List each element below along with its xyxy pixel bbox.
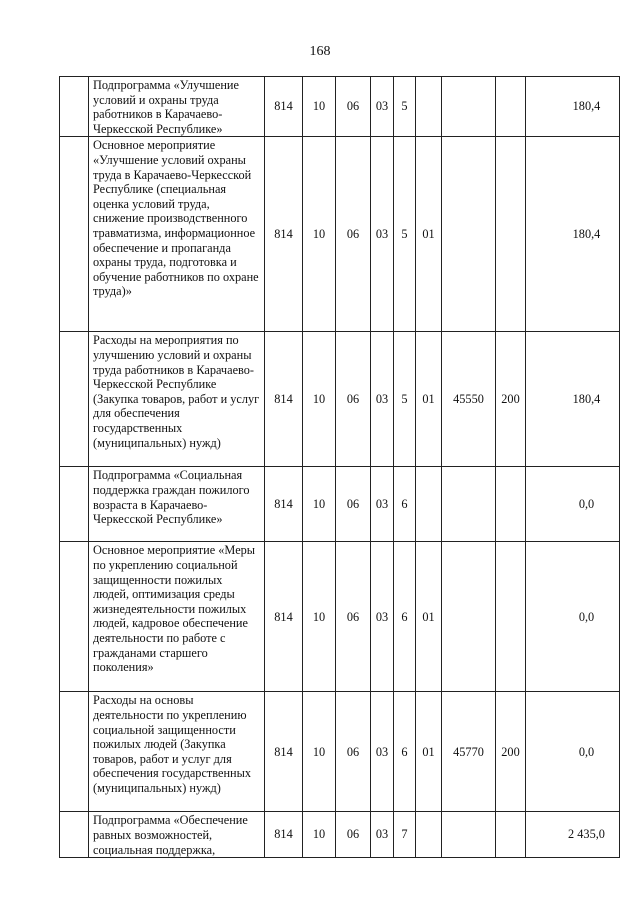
row-number-cell	[60, 542, 89, 692]
event-code-cell	[416, 77, 442, 137]
expense-type-cell	[496, 137, 526, 332]
table-row	[60, 467, 620, 542]
item-name-cell: Подпрограмма «Обеспечение равных возможностей, социальная поддержка,	[89, 812, 265, 858]
row-number-cell	[60, 332, 89, 467]
amount-cell: 0,0	[526, 542, 620, 692]
ministry-code-cell: 814	[265, 812, 303, 858]
item-name-cell: Расходы на мероприятия по улучшению условий и охраны труда работников в Карачаево-Черкесской Республике (Закупка товаров, работ и услуг для обеспечения государственных (муниципальных) нужд)	[89, 332, 265, 467]
subprogram-code-cell: 5	[394, 77, 416, 137]
table-row	[60, 332, 620, 467]
program-code-cell: 03	[371, 542, 394, 692]
amount-cell: 180,4	[526, 137, 620, 332]
subsection-code-cell: 06	[336, 467, 371, 542]
amount-cell: 2 435,0	[526, 812, 620, 858]
ministry-code-cell: 814	[265, 137, 303, 332]
program-code-cell: 03	[371, 332, 394, 467]
amount-cell: 0,0	[526, 692, 620, 812]
subprogram-code-cell: 6	[394, 467, 416, 542]
subsection-code-cell: 06	[336, 812, 371, 858]
subsection-code-cell: 06	[336, 77, 371, 137]
event-code-cell	[416, 812, 442, 858]
subsection-code-cell: 06	[336, 542, 371, 692]
table-row	[60, 812, 620, 858]
row-number-cell	[60, 467, 89, 542]
direction-code-cell	[442, 77, 496, 137]
program-code-cell: 03	[371, 812, 394, 858]
subsection-code-cell: 06	[336, 332, 371, 467]
event-code-cell: 01	[416, 137, 442, 332]
expense-type-cell	[496, 812, 526, 858]
row-number-cell	[60, 137, 89, 332]
ministry-code-cell: 814	[265, 332, 303, 467]
subprogram-code-cell: 7	[394, 812, 416, 858]
expense-type-cell: 200	[496, 692, 526, 812]
item-name-cell: Расходы на основы деятельности по укреплению социальной защищенности пожилых людей (Закупка товаров, работ и услуг для обеспечения государственных (муниципальных) нужд)	[89, 692, 265, 812]
table-row	[60, 77, 620, 137]
ministry-code-cell: 814	[265, 542, 303, 692]
row-number-cell	[60, 692, 89, 812]
ministry-code-cell: 814	[265, 692, 303, 812]
table-row	[60, 692, 620, 812]
section-code-cell: 10	[303, 77, 336, 137]
program-code-cell: 03	[371, 137, 394, 332]
expense-type-cell: 200	[496, 332, 526, 467]
subprogram-code-cell: 5	[394, 332, 416, 467]
item-name-cell: Основное мероприятие «Меры по укреплению социальной защищенности пожилых людей, оптимизация среды жизнедеятельности пожилых людей, кадровое обеспечение деятельности по работе с гражданами старшего поколения»	[89, 542, 265, 692]
subprogram-code-cell: 6	[394, 542, 416, 692]
section-code-cell: 10	[303, 467, 336, 542]
amount-cell: 180,4	[526, 77, 620, 137]
table-row	[60, 542, 620, 692]
subprogram-code-cell: 6	[394, 692, 416, 812]
page-number: 168	[309, 44, 331, 59]
section-code-cell: 10	[303, 542, 336, 692]
direction-code-cell	[442, 812, 496, 858]
section-code-cell: 10	[303, 137, 336, 332]
amount-cell: 180,4	[526, 332, 620, 467]
direction-code-cell: 45770	[442, 692, 496, 812]
expense-type-cell	[496, 542, 526, 692]
subsection-code-cell: 06	[336, 137, 371, 332]
direction-code-cell	[442, 137, 496, 332]
amount-cell: 0,0	[526, 467, 620, 542]
event-code-cell: 01	[416, 332, 442, 467]
ministry-code-cell: 814	[265, 77, 303, 137]
direction-code-cell	[442, 542, 496, 692]
row-number-cell	[60, 77, 89, 137]
table-row	[60, 137, 620, 332]
direction-code-cell: 45550	[442, 332, 496, 467]
direction-code-cell	[442, 467, 496, 542]
event-code-cell: 01	[416, 692, 442, 812]
item-name-cell: Подпрограмма «Социальная поддержка граждан пожилого возраста в Карачаево-Черкесской Республике»	[89, 467, 265, 542]
event-code-cell: 01	[416, 542, 442, 692]
program-code-cell: 03	[371, 467, 394, 542]
section-code-cell: 10	[303, 692, 336, 812]
program-code-cell: 03	[371, 77, 394, 137]
subprogram-code-cell: 5	[394, 137, 416, 332]
ministry-code-cell: 814	[265, 467, 303, 542]
expense-type-cell	[496, 467, 526, 542]
subsection-code-cell: 06	[336, 692, 371, 812]
item-name-cell: Основное мероприятие «Улучшение условий охраны труда в Карачаево-Черкесской Республике (специальная оценка условий труда, снижение производственного травматизма, информационное обеспечение и пропаганда охраны труда, подготовка и обучение работников по охране труда)»	[89, 137, 265, 332]
item-name-cell: Подпрограмма «Улучшение условий и охраны труда работников в Карачаево-Черкесской Республике»	[89, 77, 265, 137]
section-code-cell: 10	[303, 812, 336, 858]
program-code-cell: 03	[371, 692, 394, 812]
expense-type-cell	[496, 77, 526, 137]
budget-table	[59, 76, 620, 858]
event-code-cell	[416, 467, 442, 542]
row-number-cell	[60, 812, 89, 858]
section-code-cell: 10	[303, 332, 336, 467]
